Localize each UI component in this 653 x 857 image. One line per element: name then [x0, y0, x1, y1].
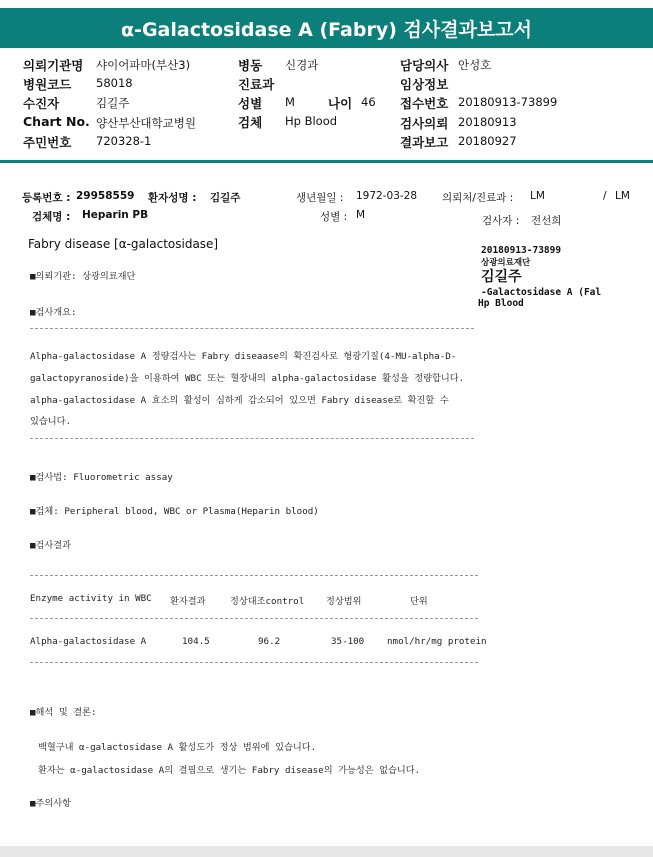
- stamp-institute: 상광의료재단: [481, 258, 531, 268]
- dashed-divider: [30, 575, 478, 576]
- label-accession-number: 접수번호: [400, 96, 449, 111]
- label-sex: 성별: [238, 96, 263, 111]
- examiner-value: 전선희: [531, 215, 562, 227]
- value-chart-no: 양산부산대학교병원: [96, 116, 196, 130]
- scanned-result-document: [0, 172, 653, 844]
- table-header-enzyme: Enzyme activity in WBC: [30, 593, 152, 604]
- stamp-accession: 20180913-73899: [481, 245, 562, 256]
- label-report-date: 결과보고: [400, 135, 449, 150]
- specimen-value: Heparin PB: [82, 209, 149, 221]
- report-title: α-Galactosidase A (Fabry) 검사결과보고서: [0, 8, 653, 48]
- label-examinee: 수진자: [23, 96, 60, 111]
- sex-value: M: [356, 209, 366, 221]
- value-doctor: 안성호: [458, 58, 492, 72]
- interpretation-title: ■해석 및 결론:: [30, 707, 97, 718]
- value-examinee: 김길주: [96, 96, 130, 110]
- dob-value: 1972-03-28: [356, 190, 418, 202]
- interpretation-line-1: 백혈구내 α-galactosidase A 활성도가 정상 범위에 있습니다.: [38, 742, 317, 753]
- table-header-range: 정상범위: [326, 596, 362, 607]
- overview-title: ■검사개요:: [30, 307, 77, 318]
- label-hospital-code: 병원코드: [23, 77, 72, 92]
- specimen-label: 검체명 :: [32, 211, 71, 223]
- value-specimen: Hp Blood: [285, 114, 338, 128]
- value-requesting-institution: 샤이어파마(부산3): [96, 58, 191, 72]
- value-accession-number: 20180913-73899: [458, 95, 558, 109]
- value-sex: M: [285, 95, 295, 109]
- table-cell-enzyme: Alpha-galactosidase A: [30, 636, 147, 647]
- test-heading: Fabry disease [α-galactosidase]: [28, 237, 219, 251]
- stamp-test-name: -Galactosidase A (Fal: [481, 287, 602, 298]
- test-method: ■검사법: Fluorometric assay: [30, 472, 173, 483]
- interpretation-line-2: 환자는 α-galactosidase A의 결핍으로 생기는 Fabry disease의 가능성은 없습니다.: [38, 765, 421, 776]
- dashed-divider: [30, 328, 474, 329]
- value-resident-number: 720328-1: [96, 134, 152, 148]
- overview-line-1: Alpha-galactosidase A 정량검사는 Fabry diseaase의 확진검사로 형광기질(4-MU-alpha-D-: [30, 351, 457, 362]
- label-doctor: 담당의사: [400, 58, 449, 73]
- table-cell-unit: nmol/hr/mg protein: [387, 636, 487, 647]
- label-ward: 병동: [238, 58, 263, 73]
- stamp-patient-name: 김길주: [481, 269, 522, 285]
- label-specimen: 검체: [238, 115, 263, 130]
- dept-value-1: LM: [530, 190, 545, 202]
- header-divider: [0, 160, 653, 163]
- patient-name-value: 김길주: [210, 192, 241, 204]
- overview-line-3: alpha-galactosidase A 효소의 활성이 심하게 감소되어 있으면 Fabry disease로 확진할 수: [30, 395, 449, 406]
- dashed-divider: [30, 618, 478, 619]
- overview-line-4: 있습니다.: [30, 416, 72, 427]
- stamp-specimen: Hp Blood: [478, 298, 524, 309]
- dept-label: 의뢰처/진료과 :: [442, 192, 514, 204]
- table-header-unit: 단위: [410, 596, 428, 607]
- page-footer-band: [0, 846, 653, 857]
- reg-number-value: 29958559: [76, 190, 135, 202]
- label-age: 나이: [328, 96, 353, 111]
- value-report-date: 20180927: [458, 134, 517, 148]
- caution-title: ■주의사항: [30, 798, 72, 809]
- value-ward: 신경과: [285, 58, 319, 72]
- label-requesting-institution: 의뢰기관명: [23, 58, 84, 73]
- sex-label: 성별 :: [320, 211, 348, 223]
- test-specimen: ■검체: Peripheral blood, WBC or Plasma(Heparin blood): [30, 506, 319, 517]
- table-cell-range: 35-100: [331, 636, 365, 647]
- label-chart-no: Chart No.: [23, 114, 90, 129]
- result-title: ■검사결과: [30, 540, 72, 551]
- report-header: [0, 52, 653, 162]
- table-header-control: 정상대조control: [230, 596, 305, 607]
- dashed-divider: [30, 662, 478, 663]
- label-resident-number: 주민번호: [23, 135, 72, 150]
- patient-name-label: 환자성명 :: [148, 192, 197, 204]
- table-cell-control: 96.2: [258, 636, 281, 647]
- value-hospital-code: 58018: [96, 76, 133, 90]
- reg-number-label: 등록번호 :: [22, 192, 71, 204]
- table-header-patient-result: 환자결과: [170, 596, 206, 607]
- dept-separator: /: [603, 190, 607, 202]
- examiner-label: 검사자 :: [482, 215, 520, 227]
- requesting-institute: ■의뢰기관: 상광의료재단: [30, 271, 136, 282]
- label-request-date: 검사의뢰: [400, 116, 449, 131]
- dashed-divider: [30, 438, 474, 439]
- label-department: 진료과: [238, 77, 275, 92]
- table-cell-patient-result: 104.5: [182, 636, 210, 647]
- dob-label: 생년월일 :: [296, 192, 344, 204]
- value-age: 46: [361, 95, 376, 109]
- overview-line-2: galactopyranoside)을 이용하여 WBC 또는 혈장내의 alpha-galactosidase 활성을 정량합니다.: [30, 373, 465, 384]
- label-clinical-info: 임상정보: [400, 77, 449, 92]
- value-request-date: 20180913: [458, 115, 517, 129]
- dept-value-2: LM: [615, 190, 630, 202]
